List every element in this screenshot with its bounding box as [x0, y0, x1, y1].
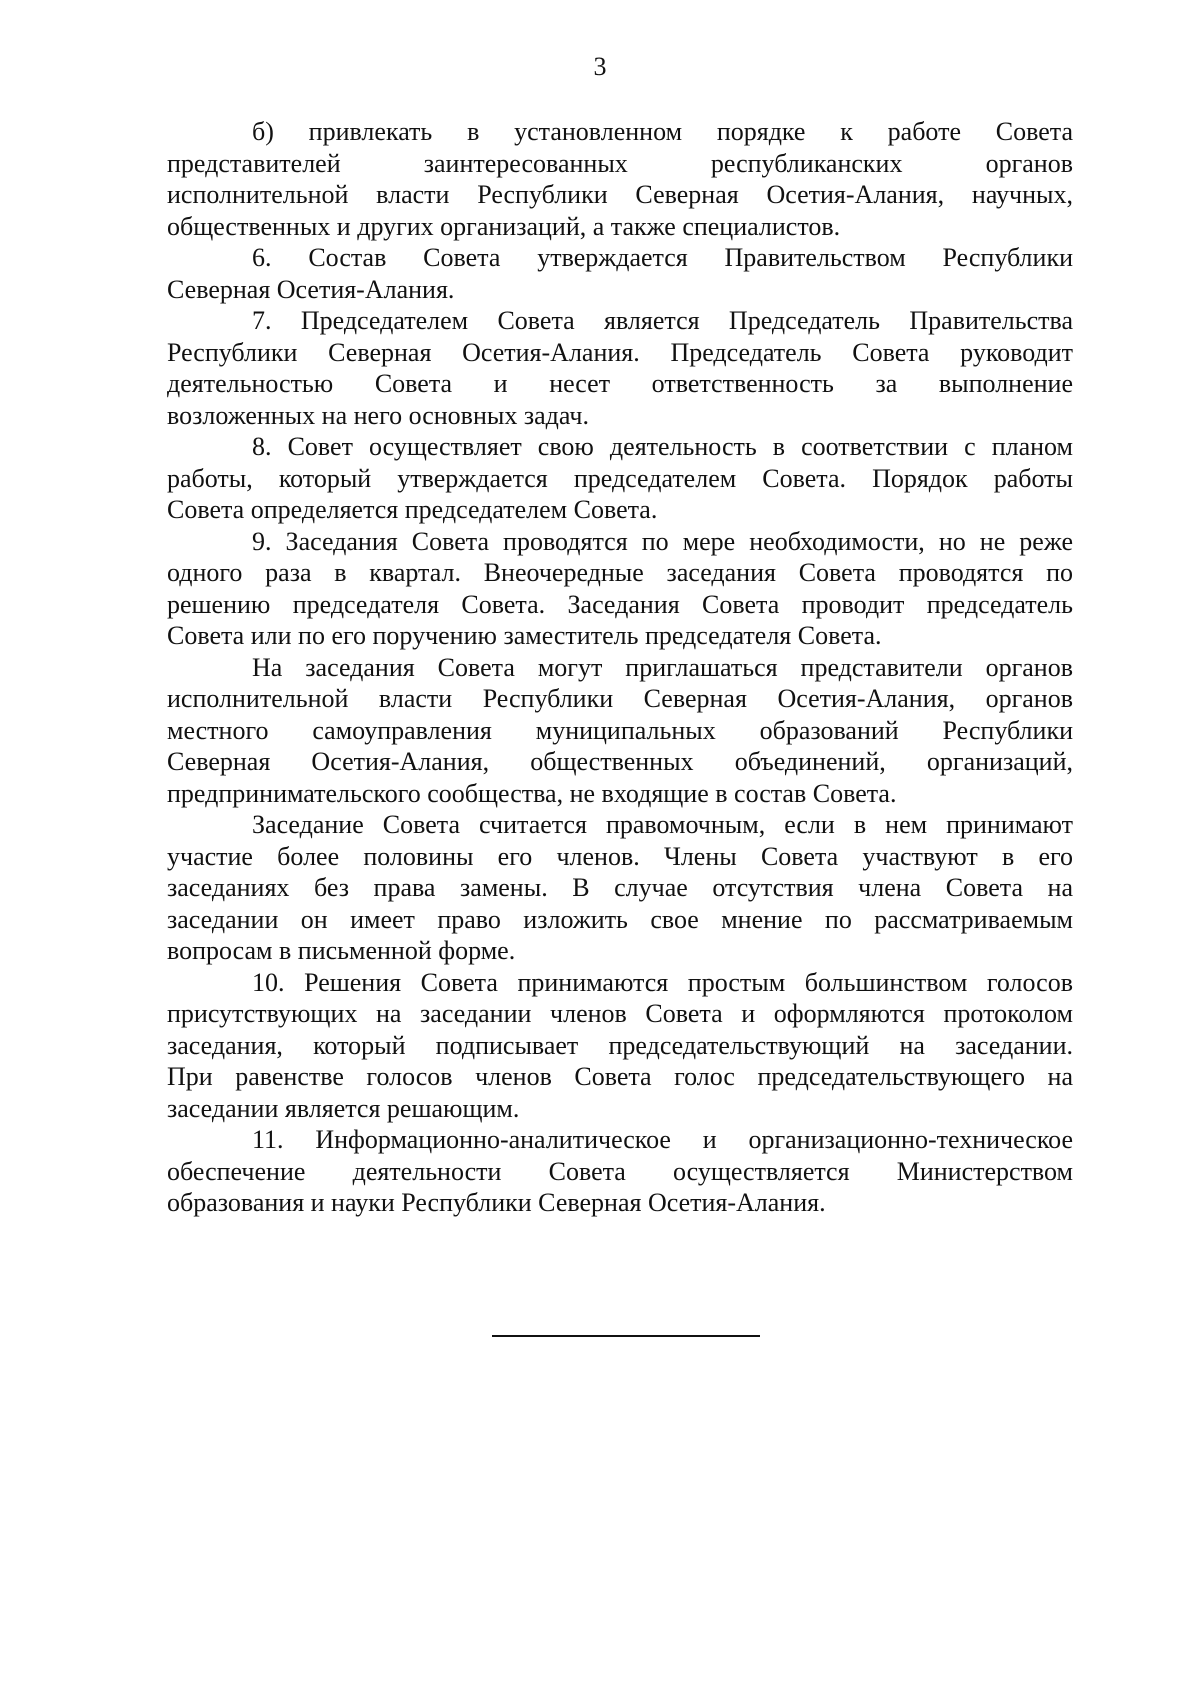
paragraph-line: При равенстве голосов членов Совета голос председательствующего на	[167, 1062, 1073, 1091]
paragraph-line: образования и науки Республики Северная Осетия-Алания.	[167, 1188, 826, 1217]
end-separator-line	[492, 1335, 760, 1337]
paragraph-line: вопросам в письменной форме.	[167, 936, 516, 965]
paragraph-line: представителей заинтересованных республиканских органов	[167, 148, 1073, 178]
paragraph-line: заседания, который подписывает председательствующий на заседании.	[167, 1030, 1073, 1060]
paragraph-line: исполнительной власти Республики Северная Осетия-Алания, органов	[167, 684, 1073, 713]
paragraph-line: участие более половины его членов. Члены Совета участвуют в его	[167, 841, 1073, 871]
paragraph-line: На заседания Совета могут приглашаться представители органов	[252, 652, 1073, 682]
paragraph-8	[167, 431, 1073, 526]
paragraph-invitations	[167, 652, 1073, 810]
paragraph-9	[167, 526, 1073, 652]
paragraph-line: обеспечение деятельности Совета осуществляется Министерством	[167, 1156, 1073, 1186]
paragraph-line: работы, который утверждается председателем Совета. Порядок работы	[167, 463, 1073, 493]
paragraph-line: общественных и других организаций, а также специалистов.	[167, 211, 841, 241]
paragraph-6	[167, 242, 1073, 305]
paragraph-7	[167, 305, 1073, 431]
paragraph-line: Северная Осетия-Алания.	[167, 274, 455, 304]
paragraph-line: 11. Информационно-аналитическое и организационно-техническое	[252, 1125, 1073, 1154]
paragraph-line: Северная Осетия-Алания, общественных объединений, организаций,	[167, 747, 1073, 776]
paragraph-quorum	[167, 809, 1073, 967]
paragraph-line: одного раза в квартал. Внеочередные заседания Совета проводятся по	[167, 558, 1073, 587]
paragraph-line: 7. Председателем Совета является Председатель Правительства	[252, 306, 1073, 335]
paragraph-line: 8. Совет осуществляет свою деятельность в соответствии с планом	[252, 432, 1073, 461]
paragraph-line: решению председателя Совета. Заседания Совета проводит председатель	[167, 589, 1073, 619]
paragraph-line: 10. Решения Совета принимаются простым большинством голосов	[252, 967, 1073, 997]
page-number: 3	[593, 52, 607, 81]
paragraph-line: присутствующих на заседании членов Совета и оформляются протоколом	[167, 999, 1073, 1028]
paragraph-line: заседании он имеет право изложить свое мнение по рассматриваемым	[167, 904, 1073, 934]
paragraph-line: заседании является решающим.	[167, 1093, 520, 1123]
paragraph-line: 9. Заседания Совета проводятся по мере необходимости, но не реже	[252, 526, 1073, 556]
paragraph-11	[167, 1124, 1073, 1219]
paragraph-line: заседаниях без права замены. В случае отсутствия члена Совета на	[167, 873, 1073, 902]
document-body	[167, 116, 1073, 1219]
paragraph-line: возложенных на него основных задач.	[167, 400, 589, 430]
paragraph-line: местного самоуправления муниципальных образований Республики	[167, 715, 1073, 745]
paragraph-10	[167, 967, 1073, 1125]
paragraph-line: Совета определяется председателем Совета.	[167, 495, 658, 524]
paragraph-line: Совета или по его поручению заместитель председателя Совета.	[167, 621, 882, 650]
paragraph-line: деятельностью Совета и несет ответственность за выполнение	[167, 369, 1073, 398]
paragraph-line: б) привлекать в установленном порядке к работе Совета	[252, 117, 1073, 146]
paragraph-line: предпринимательского сообщества, не входящие в состав Совета.	[167, 778, 897, 808]
paragraph-line: Заседание Совета считается правомочным, если в нем принимают	[252, 810, 1073, 839]
paragraph-line: исполнительной власти Республики Северная Осетия-Алания, научных,	[167, 180, 1073, 209]
paragraph-line: 6. Состав Совета утверждается Правительством Республики	[252, 243, 1073, 272]
paragraph-line: Республики Северная Осетия-Алания. Председатель Совета руководит	[167, 337, 1073, 367]
paragraph-b	[167, 116, 1073, 242]
